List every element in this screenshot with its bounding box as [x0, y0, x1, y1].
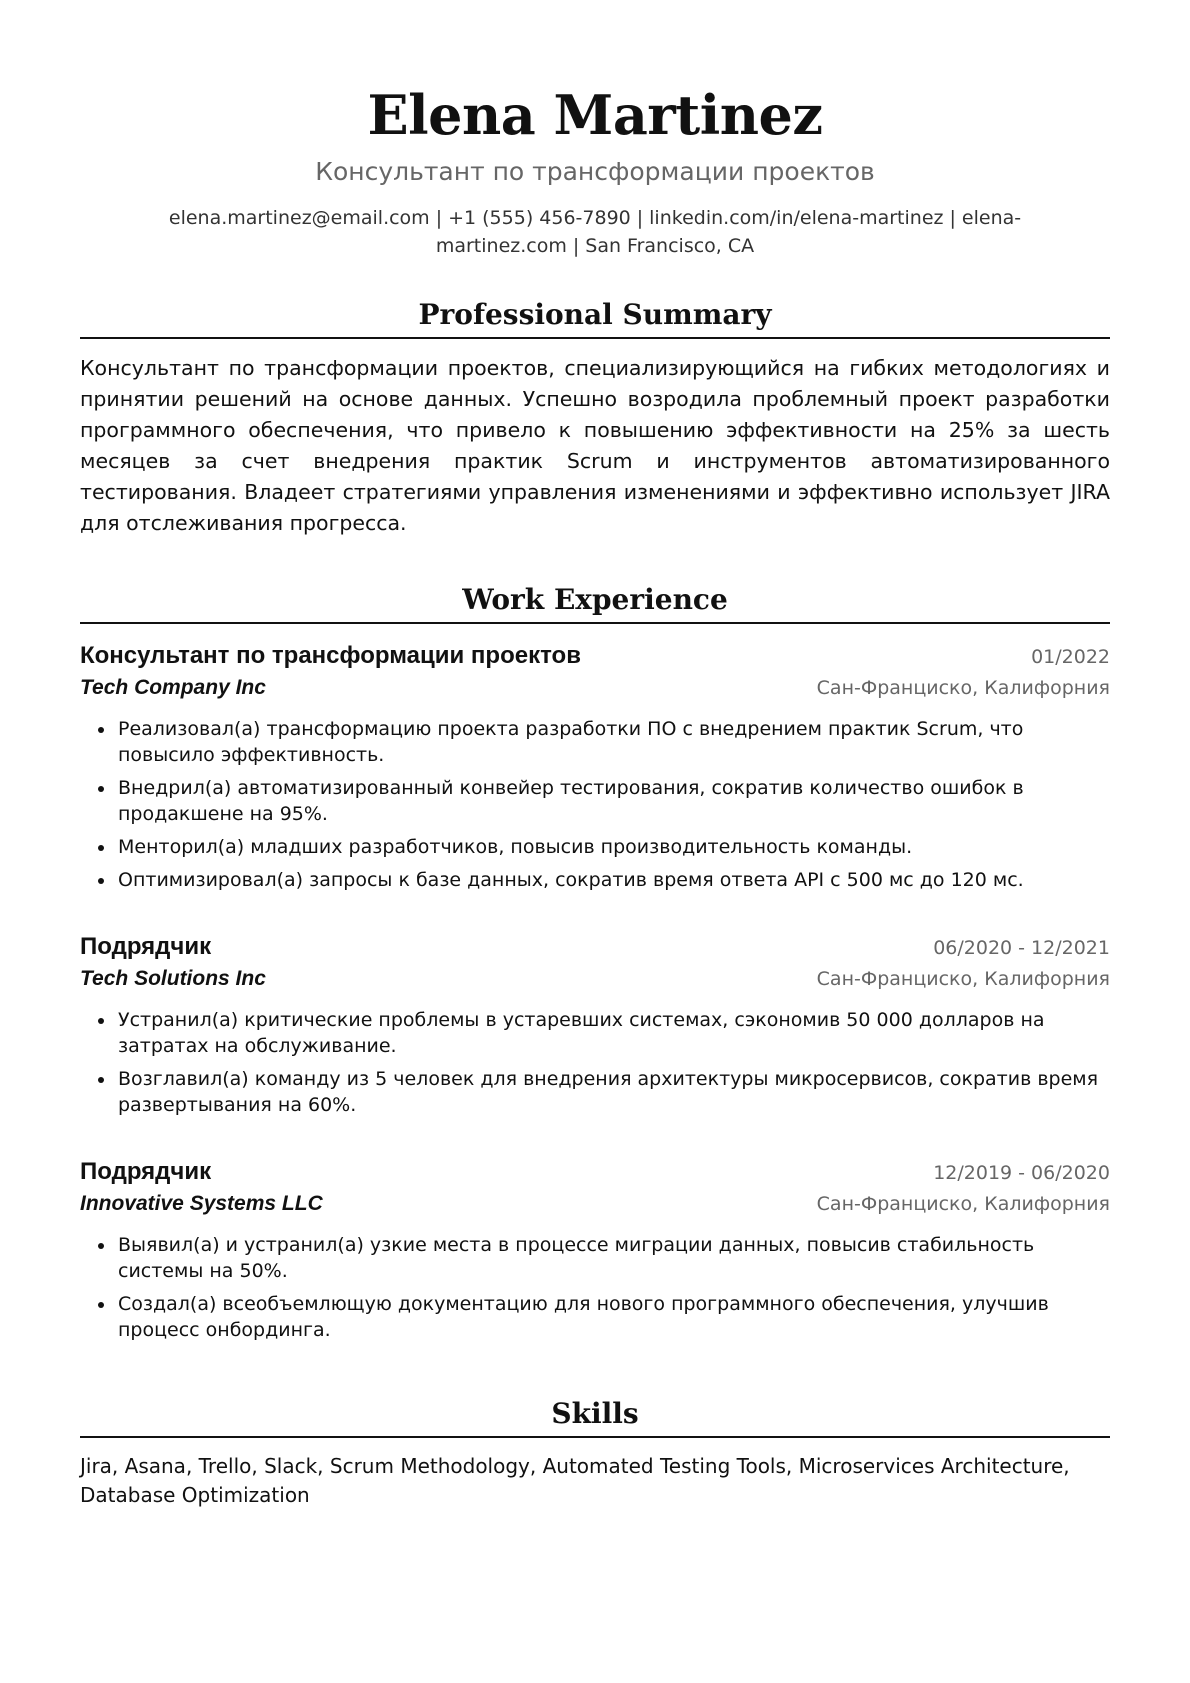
job-bullet: • Внедрил(а) автоматизированный конвейер тестирования, сократив количество ошибок в продакшене на 95%. — [116, 775, 1110, 827]
skills-text: Jira, Asana, Trello, Slack, Scrum Methodology, Automated Testing Tools, Microservices Architecture, Database Optimization — [80, 1454, 1070, 1508]
contact-separator: | — [572, 235, 580, 258]
job-company: Innovative Systems LLC — [80, 1192, 323, 1216]
job-bullet: • Оптимизировал(а) запросы к базе данных, сократив время ответа API с 500 мс до 120 мс. — [116, 867, 1110, 893]
job-bullets — [80, 1007, 1110, 1118]
job-bullet: • Менторил(а) младших разработчиков, повысив производительность команды. — [116, 834, 1110, 860]
job-location: Сан-Франциско, Калифорния — [816, 677, 1110, 700]
job-bullet: • Создал(а) всеобъемлющую документацию для нового программного обеспечения, улучшив процесс онбординга. — [116, 1291, 1110, 1343]
contact-email[interactable]: elena.martinez@email.com — [168, 207, 430, 230]
job-bullet: • Возглавил(а) команду из 5 человек для внедрения архитектуры микросервисов, сократив время развертывания на 60%. — [116, 1066, 1110, 1118]
contact-phone[interactable]: +1 (555) 456-7890 — [448, 207, 631, 230]
contact-website[interactable]: elena-martinez.com — [435, 207, 1022, 258]
job-entry — [80, 642, 1110, 893]
candidate-name: Elena Martinez — [367, 83, 823, 147]
job-bullet: • Реализовал(а) трансформацию проекта разработки ПО с внедрением практик Scrum, что повысило эффективность. — [116, 716, 1110, 768]
contact-separator: | — [636, 207, 644, 230]
job-title: Подрядчик — [80, 1158, 212, 1186]
candidate-headline: Консультант по трансформации проектов — [315, 157, 875, 187]
job-company: Tech Solutions Inc — [80, 967, 266, 991]
job-entry — [80, 933, 1110, 1118]
skills-heading: Skills — [80, 1397, 1110, 1438]
job-title: Подрядчик — [80, 933, 212, 961]
job-date: 06/2020 - 12/2021 — [933, 937, 1110, 960]
contact-separator: | — [949, 207, 956, 230]
job-bullet: • Устранил(а) критические проблемы в устаревших системах, сэкономив 50 000 долларов на затратах на обслуживание. — [116, 1007, 1110, 1059]
contact-separator: | — [435, 207, 443, 230]
job-entry — [80, 1158, 1110, 1343]
job-bullets — [80, 716, 1110, 893]
job-date: 01/2022 — [1031, 646, 1110, 669]
job-location: Сан-Франциско, Калифорния — [816, 968, 1110, 991]
job-location: Сан-Франциско, Калифорния — [816, 1193, 1110, 1216]
job-bullets — [80, 1232, 1110, 1343]
job-company: Tech Company Inc — [80, 676, 266, 700]
resume-page — [80, 0, 1110, 1510]
summary-text: Консультант по трансформации проектов, специализирующийся на гибких методологиях и принятии решений на основе данных. Успешно возродила проблемный проект разработки программного обеспечения, что привело к повышению эффективности на 25% за шесть месяцев за счет внедрения практик Scrum и инструментов автоматизированного тестирования. Владеет стратегиями управления изменениями и эффективно использует JIRA для отслеживания прогресса. — [80, 356, 1110, 536]
job-title: Консультант по трансформации проектов — [80, 642, 581, 670]
job-date: 12/2019 - 06/2020 — [933, 1162, 1110, 1185]
contact-location: San Francisco, CA — [585, 235, 755, 258]
summary-heading: Professional Summary — [80, 298, 1110, 339]
experience-heading: Work Experience — [80, 583, 1110, 624]
contact-linkedin[interactable]: linkedin.com/in/elena-martinez — [649, 207, 944, 230]
job-bullet: • Выявил(а) и устранил(а) узкие места в процессе миграции данных, повысив стабильность системы на 50%. — [116, 1232, 1110, 1284]
contact-line — [80, 204, 1110, 260]
